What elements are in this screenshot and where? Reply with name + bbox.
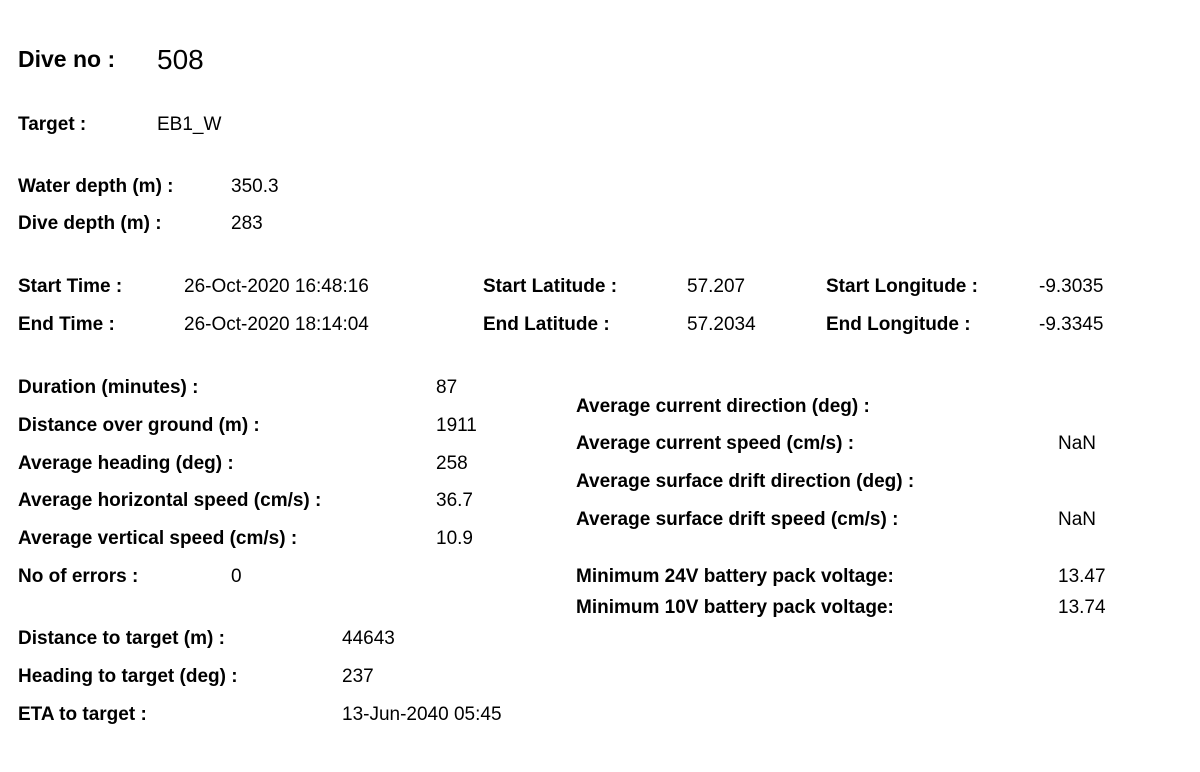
duration-value: 87 (436, 377, 458, 398)
surface-drift-direction-label: Average surface drift direction (deg) : (576, 471, 915, 492)
end-longitude-value: -9.3345 (1039, 314, 1104, 335)
target-value: EB1_W (157, 114, 222, 135)
vertical-speed-label: Average vertical speed (cm/s) : (18, 528, 298, 549)
start-time-label: Start Time : (18, 276, 123, 297)
errors-value: 0 (231, 566, 242, 587)
distance-over-ground-label: Distance over ground (m) : (18, 415, 260, 436)
distance-to-target-label: Distance to target (m) : (18, 628, 225, 649)
surface-drift-speed-value: NaN (1058, 509, 1097, 530)
dive-no-label: Dive no : (18, 46, 116, 72)
vertical-speed-value: 10.9 (436, 528, 473, 549)
end-time-value: 26-Oct-2020 18:14:04 (184, 314, 369, 335)
eta-to-target-label: ETA to target : (18, 704, 147, 725)
end-latitude-value: 57.2034 (687, 314, 756, 335)
average-heading-label: Average heading (deg) : (18, 453, 234, 474)
horizontal-speed-label: Average horizontal speed (cm/s) : (18, 490, 322, 511)
target-label: Target : (18, 114, 87, 135)
current-speed-label: Average current speed (cm/s) : (576, 433, 855, 454)
start-longitude-label: Start Longitude : (826, 276, 978, 297)
battery-10v-value: 13.74 (1058, 597, 1106, 618)
start-latitude-label: Start Latitude : (483, 276, 618, 297)
current-speed-value: NaN (1058, 433, 1097, 454)
battery-24v-value: 13.47 (1058, 566, 1106, 587)
horizontal-speed-value: 36.7 (436, 490, 473, 511)
battery-24v-label: Minimum 24V battery pack voltage: (576, 566, 894, 587)
surface-drift-speed-label: Average surface drift speed (cm/s) : (576, 509, 899, 530)
dive-depth-value: 283 (231, 213, 263, 234)
end-latitude-label: End Latitude : (483, 314, 610, 335)
current-direction-label: Average current direction (deg) : (576, 396, 870, 417)
dive-no-value: 508 (157, 44, 204, 75)
duration-label: Duration (minutes) : (18, 377, 199, 398)
distance-over-ground-value: 1911 (436, 415, 477, 436)
heading-to-target-label: Heading to target (deg) : (18, 666, 238, 687)
start-latitude-value: 57.207 (687, 276, 746, 297)
heading-to-target-value: 237 (342, 666, 374, 687)
average-heading-value: 258 (436, 453, 468, 474)
water-depth-label: Water depth (m) : (18, 176, 174, 197)
water-depth-value: 350.3 (231, 176, 279, 197)
end-longitude-label: End Longitude : (826, 314, 971, 335)
errors-label: No of errors : (18, 566, 139, 587)
battery-10v-label: Minimum 10V battery pack voltage: (576, 597, 894, 618)
distance-to-target-value: 44643 (342, 628, 395, 649)
dive-depth-label: Dive depth (m) : (18, 213, 162, 234)
start-longitude-value: -9.3035 (1039, 276, 1104, 297)
start-time-value: 26-Oct-2020 16:48:16 (184, 276, 369, 297)
end-time-label: End Time : (18, 314, 115, 335)
eta-to-target-value: 13-Jun-2040 05:45 (342, 704, 502, 725)
